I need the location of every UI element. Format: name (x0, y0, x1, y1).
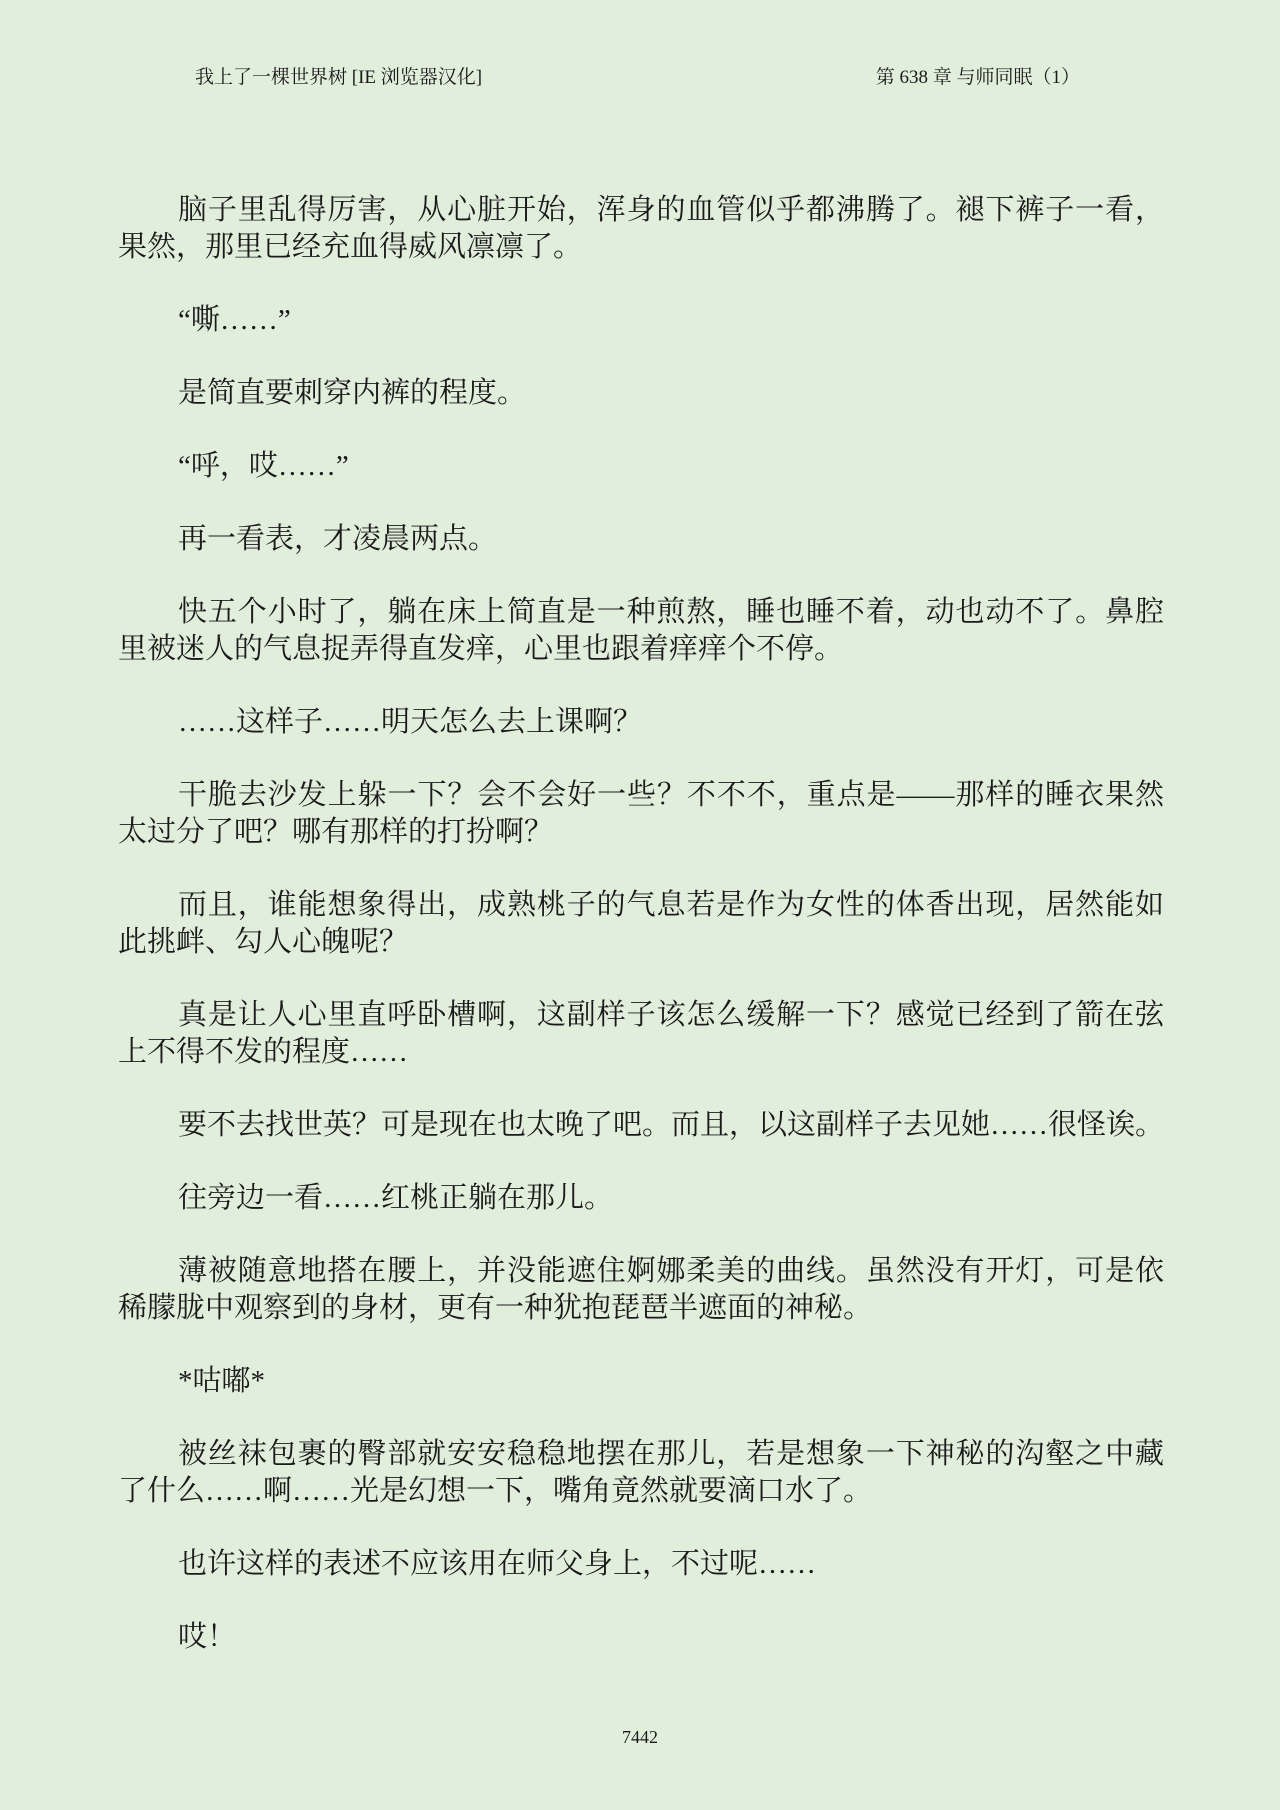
paragraph-line: 再一看表，才凌晨两点。 (178, 523, 498, 555)
paragraph (118, 375, 1164, 412)
paragraph (118, 192, 1164, 266)
paragraph (118, 448, 1164, 485)
paragraph-line: 此挑衅、勾人心魄呢？ (118, 926, 409, 958)
paragraph-line: 果然，那里已经充血得威风凛凛了。 (118, 231, 583, 263)
paragraph-line: 薄被随意地搭在腰上，并没能遮住婀娜柔美的曲线。虽然没有开灯，可是依 (178, 1255, 1164, 1287)
paragraph (118, 1107, 1164, 1144)
paragraph (118, 1619, 1164, 1656)
paragraph (118, 1253, 1164, 1327)
paragraph-line: 哎！ (178, 1621, 237, 1653)
paragraph-line: 干脆去沙发上躲一下？会不会好一些？不不不，重点是——那样的睡衣果然 (178, 779, 1164, 811)
paragraph-line: 里被迷人的气息捉弄得直发痒，心里也跟着痒痒个不停。 (118, 633, 844, 665)
running-header-book-title: 我上了一棵世界树 [IE 浏览器汉化] (195, 67, 483, 88)
paragraph-line: 真是让人心里直呼卧槽啊，这副样子该怎么缓解一下？感觉已经到了箭在弦 (178, 999, 1164, 1031)
paragraph (118, 1363, 1164, 1400)
paragraph (118, 887, 1164, 961)
paragraph (118, 302, 1164, 339)
page-number: 7442 (622, 1727, 658, 1747)
paragraph (118, 704, 1164, 741)
paragraph-line: 稀朦胧中观察到的身材，更有一种犹抱琵琶半遮面的神秘。 (118, 1292, 873, 1324)
chapter-body (118, 192, 1164, 1692)
paragraph (118, 594, 1164, 668)
paragraph-line: 要不去找世英？可是现在也太晚了吧。而且，以这副样子去见她……很怪诶。 (178, 1109, 1165, 1141)
paragraph (118, 521, 1164, 558)
paragraph (118, 1180, 1164, 1217)
paragraph (118, 1546, 1164, 1583)
paragraph-line: “呼，哎……” (178, 450, 349, 482)
paragraph-line: 脑子里乱得厉害，从心脏开始，浑身的血管似乎都沸腾了。褪下裤子一看， (178, 194, 1164, 226)
paragraph-line: ……这样子……明天怎么去上课啊？ (178, 706, 643, 738)
paragraph (118, 997, 1164, 1071)
paragraph-line: 也许这样的表述不应该用在师父身上，不过呢…… (178, 1548, 817, 1580)
paragraph-line: *咕嘟* (178, 1365, 266, 1397)
paragraph-line: 而且，谁能想象得出，成熟桃子的气息若是作为女性的体香出现，居然能如 (178, 889, 1164, 921)
paragraph (118, 1436, 1164, 1510)
paragraph-line: 上不得不发的程度…… (118, 1036, 409, 1068)
paragraph-line: 往旁边一看……红桃正躺在那儿。 (178, 1182, 614, 1214)
running-header-chapter-title: 第 638 章 与师同眠（1） (875, 67, 1080, 88)
paragraph-line: 是简直要刺穿内裤的程度。 (178, 377, 527, 409)
paragraph-line: 被丝袜包裹的臀部就安安稳稳地摆在那儿，若是想象一下神秘的沟壑之中藏 (178, 1438, 1164, 1470)
paragraph-line: “嘶……” (178, 304, 291, 336)
paragraph-line: 快五个小时了，躺在床上简直是一种煎熬，睡也睡不着，动也动不了。鼻腔 (178, 596, 1164, 628)
paragraph-line: 太过分了吧？哪有那样的打扮啊？ (118, 816, 554, 848)
paragraph (118, 777, 1164, 851)
paragraph-line: 了什么……啊……光是幻想一下，嘴角竟然就要滴口水了。 (118, 1475, 873, 1507)
